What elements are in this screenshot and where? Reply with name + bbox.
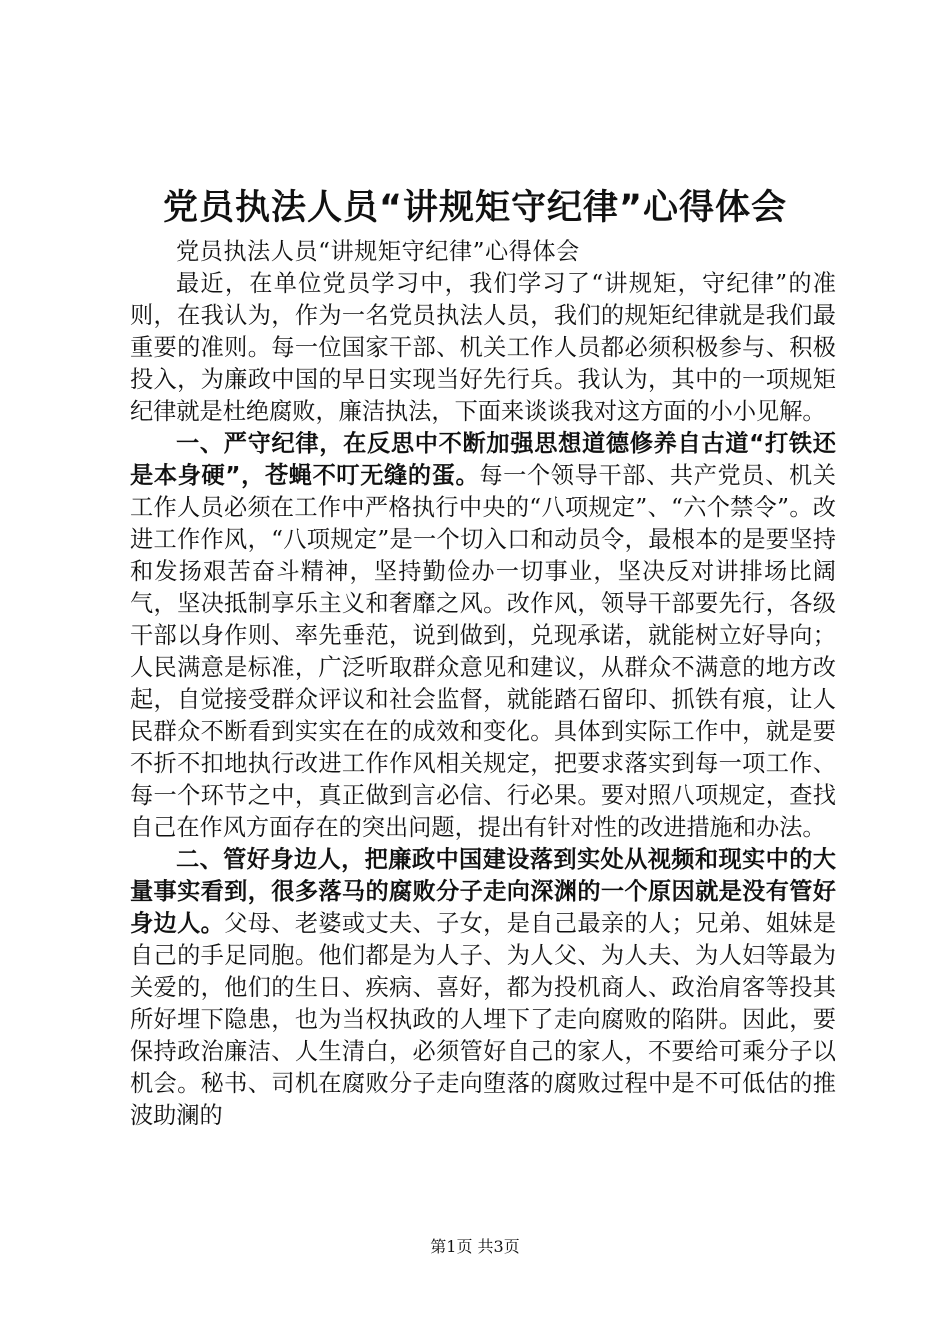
paragraph-section-one bbox=[130, 428, 836, 844]
paragraph-section-two bbox=[130, 844, 836, 1132]
page-footer: 第1页 共3页 bbox=[430, 1237, 520, 1256]
paragraph-text: 父母、老婆或丈夫、子女，是自己最亲的人；兄弟、姐妹是自己的手足同胞。他们都是为人子、为人父、为人夫、为人妇等最为关爱的，他们的生日、疾病、喜好，都为投机商人、政治肩客等投其所好埋下隐患，也为当权执政的人埋下了走向腐败的陷阱。因此，要保持政治廉洁、人生清白，必须管好自己的家人，不要给可乘分子以机会。秘书、司机在腐败分子走向堕落的腐败过程中是不可低估的推波助澜的 bbox=[130, 910, 837, 1129]
paragraph-intro bbox=[130, 268, 836, 428]
paragraph-text: 每一个领导干部、共产党员、机关工作人员必须在工作中严格执行中央的“八项规定”、“六个禁令”。改进工作作风，“八项规定”是一个切入口和动员令，最根本的是要坚持和发扬艰苦奋斗精神，坚持勤俭办一切事业，坚决反对讲排场比阔气，坚决抵制享乐主义和奢靡之风。改作风，领导干部要先行，各级干部以身作则、率先垂范，说到做到，兑现承诺，就能树立好导向；人民满意是标准，广泛听取群众意见和建议，从群众不满意的地方改起，自觉接受群众评议和社会监督，就能踏石留印、抓铁有痕，让人民群众不断看到实实在在的成效和变化。具体到实际工作中，就是要不折不扣地执行改进工作作风相关规定，把要求落实到每一项工作、每一个环节之中，真正做到言必信、行必果。要对照八项规定，查找自己在作风方面存在的突出问题，提出有针对性的改进措施和办法。 bbox=[130, 462, 836, 841]
document-body bbox=[130, 236, 836, 1132]
document-title: 党员执法人员“讲规矩守纪律”心得体会 bbox=[162, 188, 787, 228]
document-subtitle: 党员执法人员“讲规矩守纪律”心得体会 bbox=[176, 238, 580, 265]
section-heading: 一、严守纪律，在反思中不断加强思想道德修养自古道“打铁还是本身硬”，苍蝇不叮无缝的蛋。 bbox=[130, 430, 836, 489]
section-heading: 二、管好身边人，把廉政中国建设落到实处从视频和现实中的大量事实看到，很多落马的腐败分子走向深渊的一个原因就是没有管好身边人。 bbox=[130, 846, 836, 937]
paragraph-text: 最近，在单位党员学习中，我们学习了“讲规矩，守纪律”的准则，在我认为，作为一名党员执法人员，我们的规矩纪律就是我们最重要的准则。每一位国家干部、机关工作人员都必须积极参与、积极投入，为廉政中国的早日实现当好先行兵。我认为，其中的一项规矩纪律就是杜绝腐败，廉洁执法，下面来谈谈我对这方面的小小见解。 bbox=[130, 270, 836, 425]
